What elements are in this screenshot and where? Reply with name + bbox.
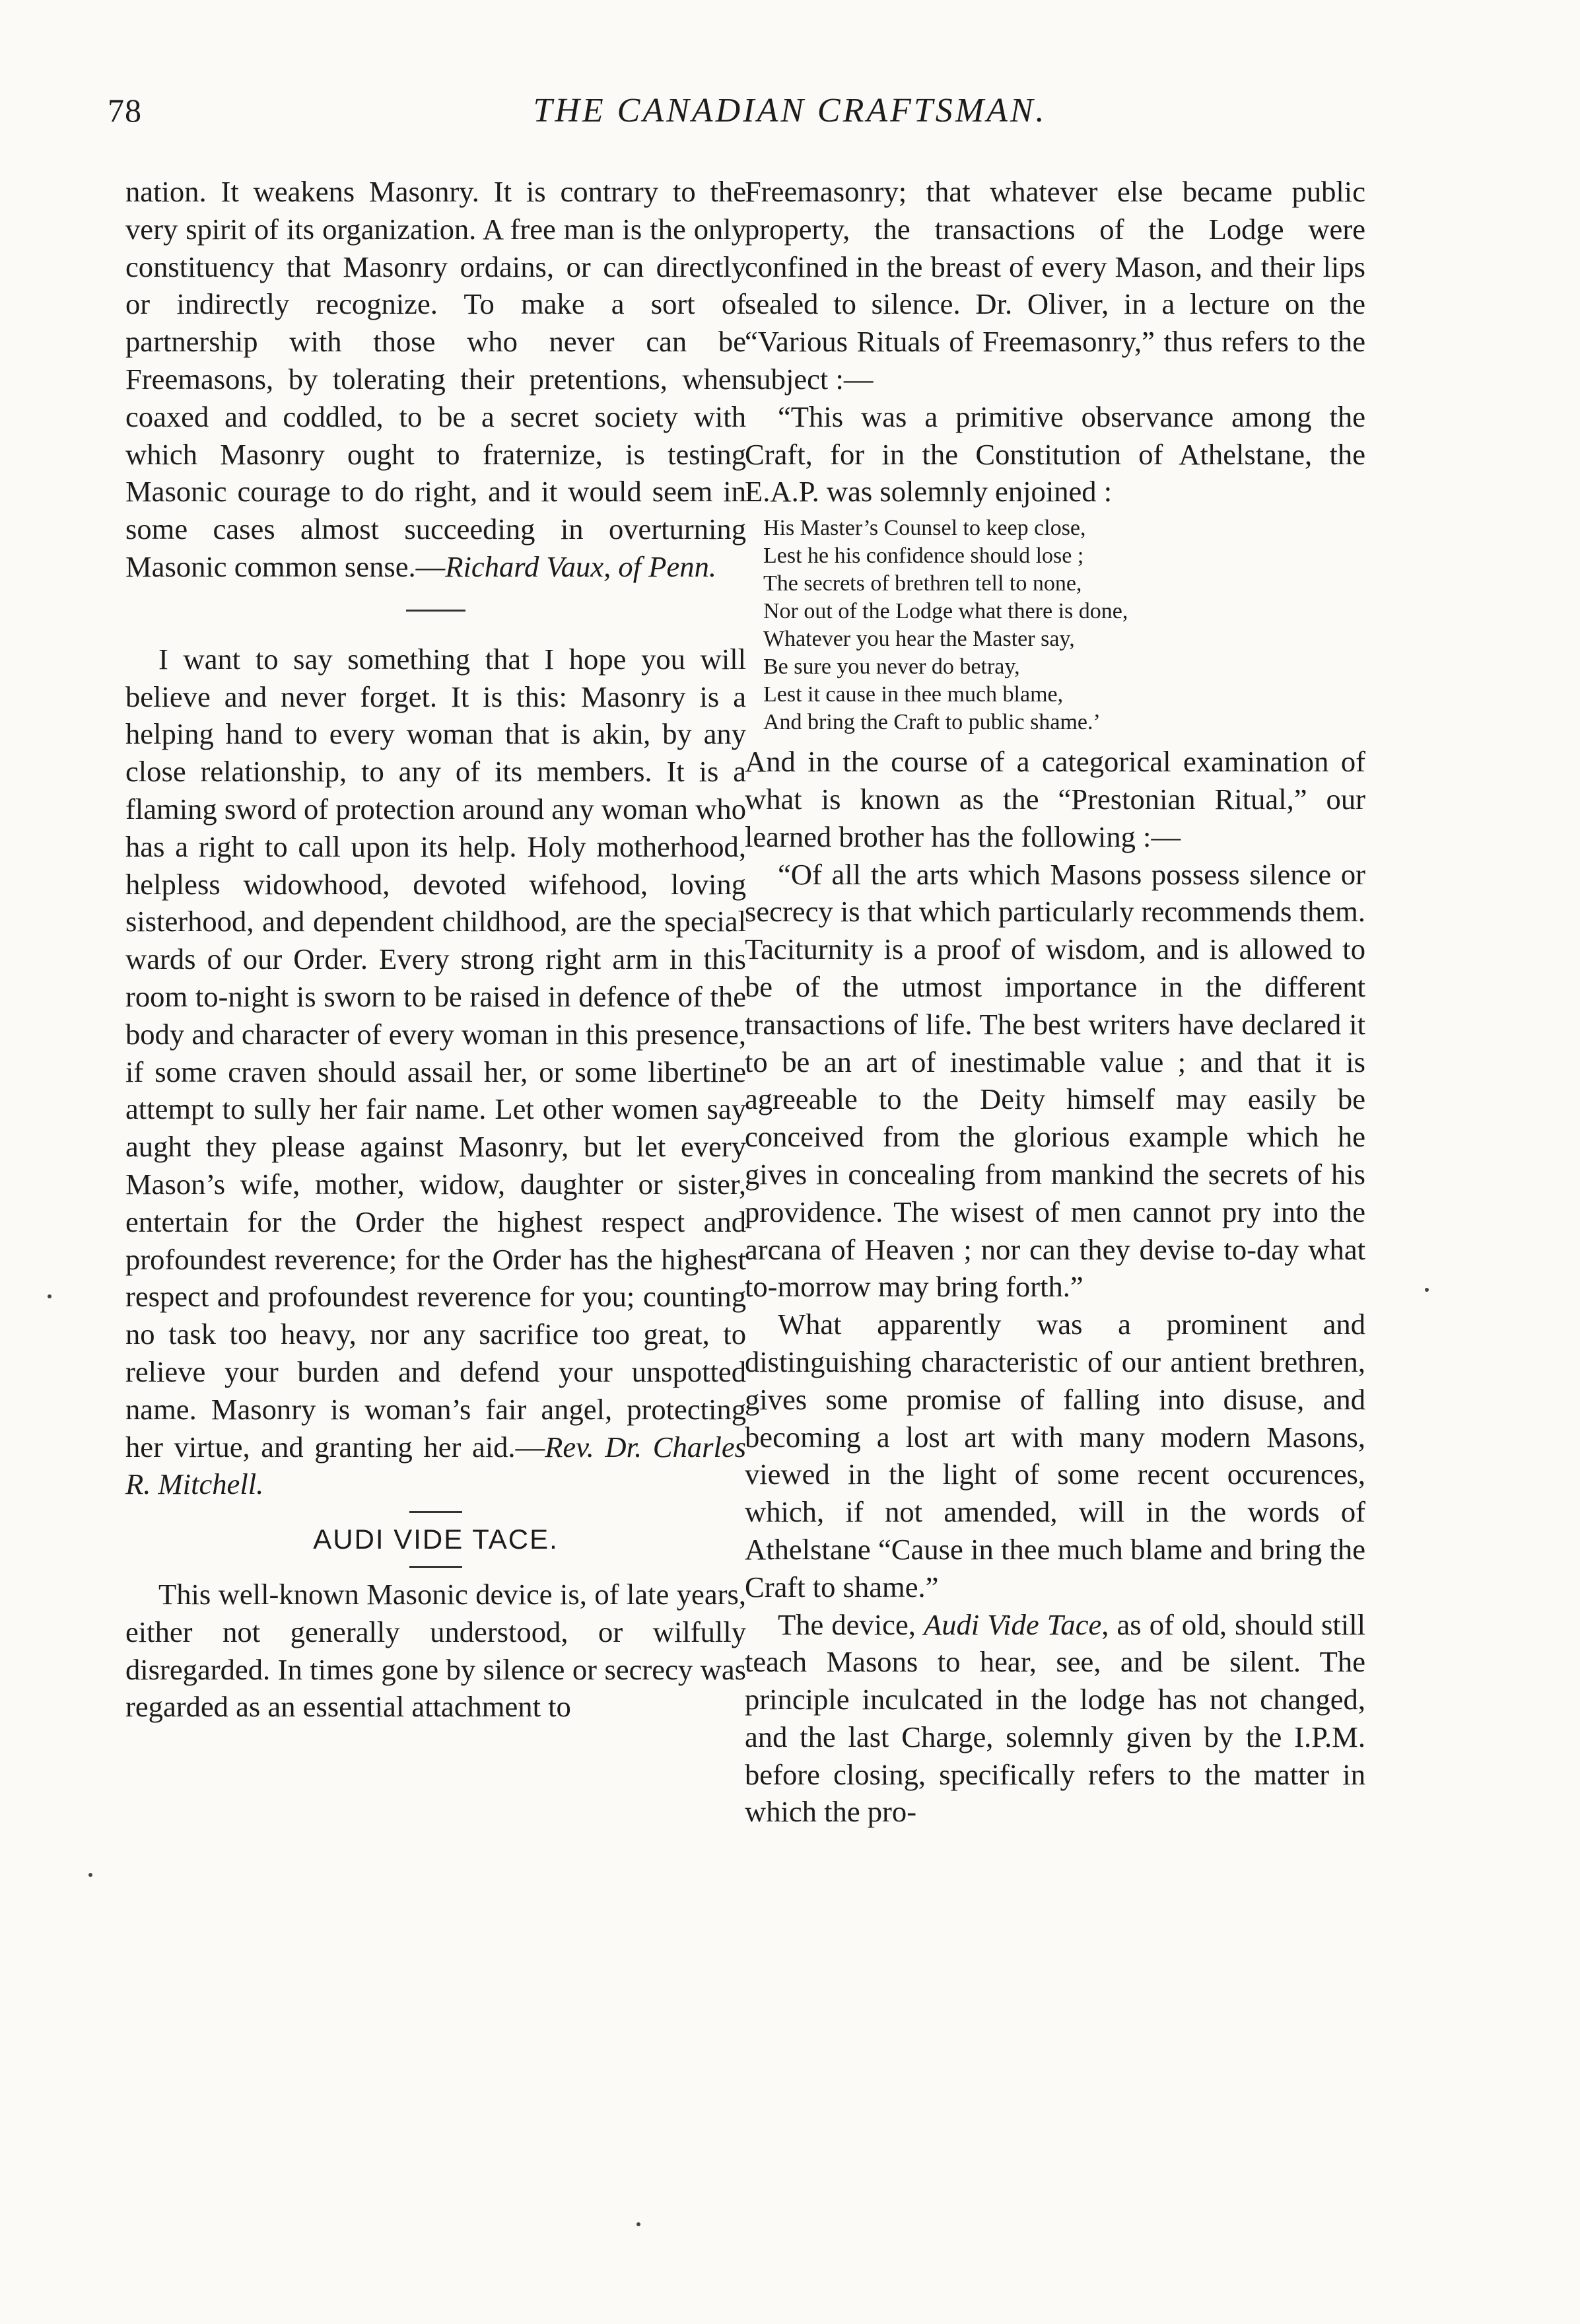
paragraph-text: I want to say something that I hope you will believe and never forget. It is this: Masonry is a helping hand to every woman that is akin, by any close relationship, to any of its members. It is a flaming sword of protection around any woman who has a right to call upon its help. Holy motherhood, helpless widowhood, devoted wifehood, loving sisterhood, and dependent childhood, are the special wards of our Order. Every strong right arm in this room to-night is sworn to be raised in defence of the body and character of every woman in this presence, if some craven should assail her, or some libertine attempt to sully her fair name. Let other women say aught they please against Masonry, but let every Mason’s wife, mother, widow, daughter or sister, entertain for the Order the highest respect and profoundest reverence; for the Order has the highest respect and profoundest reverence for you; counting no task too heavy, nor any sacrifice too great, to relieve your burden and defend your unspotted name. Masonry is woman’s fair angel, protecting her virtue, and granting her aid.— — [125, 642, 746, 1463]
paragraph: What apparently was a prominent and distinguishing characteristic of our antient brethren, gives some promise of falling into disuse, and becoming a lost art with many modern Masons, viewed in the light of some recent occurences, which, if not amended, will in the words of Athelstane “Cause in thee much blame and bring the Craft to shame.” — [745, 1308, 1365, 1603]
section-divider — [409, 1511, 462, 1513]
paragraph: Freemasonry; that whatever else became public property, the transactions of the Lodge were confined in the breast of every Mason, and their lips sealed to silence. Dr. Oliver, in a lecture on the “Various Rituals of Freemasonry,” thus refers to the subject :— — [745, 175, 1365, 396]
paragraph: “This was a primitive observance among the Craft, for in the Constitution of Athelstane, the E.A.P. was solemnly enjoined : — [745, 400, 1365, 509]
verse-line: And bring the Craft to public shame.’ — [763, 710, 1101, 735]
verse-line: His Master’s Counsel to keep close, — [763, 516, 1086, 541]
section-heading: AUDI VIDE TACE. — [313, 1524, 559, 1555]
left-column — [125, 173, 746, 1726]
verse-line: Lest it cause in thee much blame, — [763, 682, 1064, 707]
verse-line: The secrets of brethren tell to none, — [763, 571, 1082, 596]
verse-line: Lest he his confidence should lose ; — [763, 544, 1084, 569]
paragraph — [125, 173, 746, 586]
paragraph — [125, 641, 746, 1503]
print-speck — [636, 2222, 640, 2226]
right-column — [745, 173, 1365, 1831]
verse-line: Whatever you hear the Master say, — [763, 627, 1075, 652]
paragraph: And in the course of a categorical examination of what is known as the “Prestonian Ritual,” our learned brother has the following :— — [745, 745, 1365, 853]
page-number: 78 — [108, 92, 142, 129]
section-divider — [406, 610, 465, 612]
page-header — [0, 91, 1580, 137]
paragraph: This well-known Masonic device is, of late years, either not generally understood, or wilfully disregarded. In times gone by silence or secrecy was regarded as an essential attachment to — [125, 1578, 746, 1724]
signature: Richard Vaux, of Penn. — [445, 549, 717, 583]
paragraph: “Of all the arts which Masons possess silence or secrecy is that which particularly recommends them. Taciturnity is a proof of wisdom, and is allowed to be of the utmost importance in the different transactions of life. The best writers have declared it to be an art of inestimable value ; and that it is agreeable to the Deity himself may easily be conceived from the glorious example which he gives in concealing from mankind the secrets of his providence. The wisest of men cannot pry into the arcana of Heaven ; nor can they devise to-day what to-morrow may bring forth.” — [745, 857, 1365, 1304]
print-speck — [88, 1873, 92, 1877]
verse-line: Nor out of the Lodge what there is done, — [763, 599, 1128, 624]
verse-line: Be sure you never do betray, — [763, 654, 1020, 680]
print-speck — [48, 1294, 52, 1298]
paragraph-text: The device, — [778, 1607, 924, 1641]
print-speck — [1425, 1288, 1429, 1292]
section-divider — [409, 1566, 462, 1568]
running-title: THE CANADIAN CRAFTSMAN. — [533, 92, 1047, 129]
verse-block — [763, 514, 1365, 736]
paragraph-text: , as of old, should still teach Masons to hear, see, and be silent. The principle inculcated in the lodge has not changed, and the last Charge, solemnly given by the I.P.M. before closing, specifically refers to the matter in which the pro- — [745, 1607, 1365, 1829]
paragraph-text: nation. It weakens Masonry. It is contrary to the very spirit of its organization. A free man is the only constituency that Masonry ordains, or can directly or indirectly recognize. To make a sort of partnership with those who never can be Freemasons, by tolerating their pretentions, when coaxed and coddled, to be a secret society with which Masonry ought to fraternize, is testing Masonic courage to do right, and it would seem in some cases almost succeeding in overturning Masonic common sense.— — [125, 175, 746, 583]
italic-phrase: Audi Vide Tace — [923, 1607, 1102, 1641]
paragraph — [745, 1606, 1365, 1831]
signature: Rev. Dr. Charles R. Mitchell. — [125, 1430, 746, 1501]
